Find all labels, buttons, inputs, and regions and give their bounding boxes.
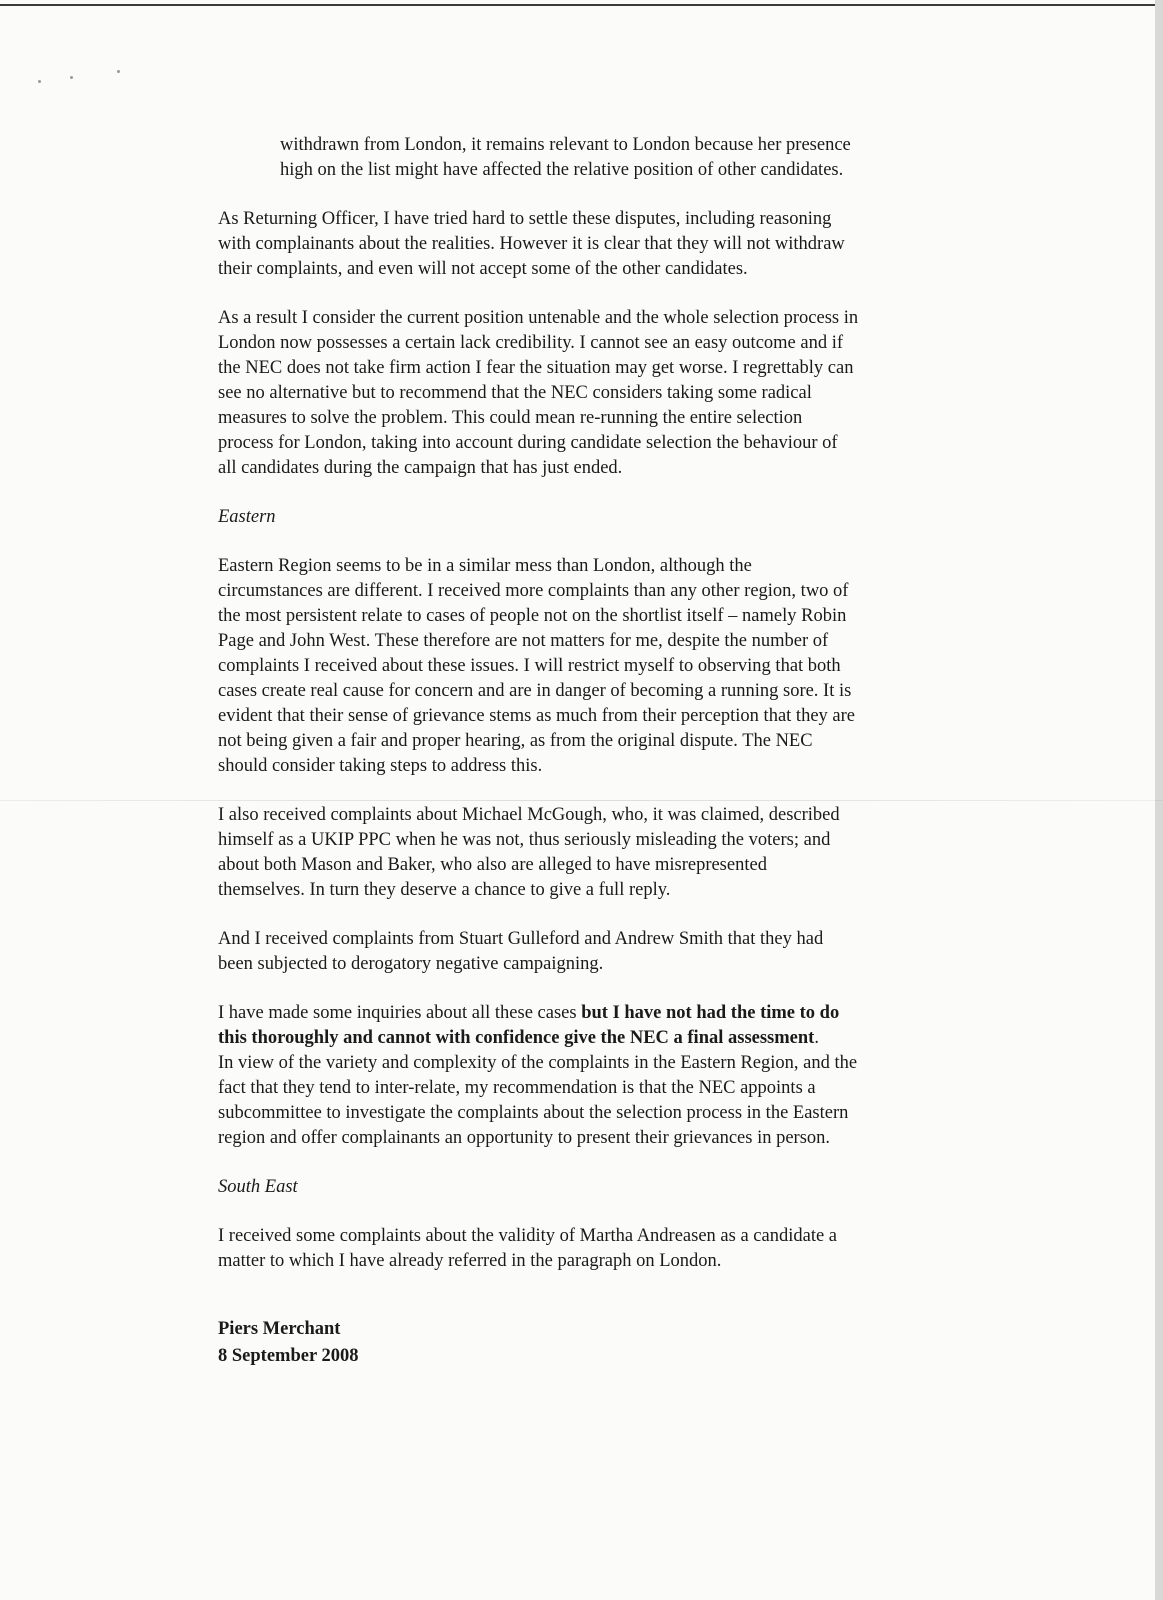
subcommittee-text: . In view of the variety and complexity of the complaints in the Eastern Region, and the fact that they tend to inter-relate, my recommendation is that the NEC appoints a subcommittee to investigate the complaints about the selection process in the Eastern region and offer complainants an opportunity to present their grievances in person. (218, 1028, 858, 1148)
signature-date: 8 September 2008 (218, 1346, 359, 1366)
signature-block (218, 1316, 978, 1370)
paragraph-negative-campaigning: And I received complaints from Stuart Gulleford and Andrew Smith that they had been subjected to derogatory negative campaigning. (218, 929, 824, 974)
inquiries-bold-text: but I have not had the time to do this thoroughly and cannot with confidence give the NEC a final assessment (218, 1003, 840, 1048)
scan-speck (117, 70, 120, 73)
paragraph-returning-officer: As Returning Officer, I have tried hard to settle these disputes, including reasoning with complainants about the realities. However it is clear that they will not withdraw their complaints, and even will not accept some of the other candidates. (218, 209, 845, 279)
paragraph-south-east: I received some complaints about the validity of Martha Andreasen as a candidate a matter to which I have already referred in the paragraph on London. (218, 1226, 838, 1271)
signatory-name: Piers Merchant (218, 1319, 341, 1339)
paragraph-london-withdrawal: withdrawn from London, it remains relevant to London because her presence high on the list might have affected the relative position of other candidates. (280, 135, 851, 180)
scan-speck (70, 76, 73, 79)
paragraph-subcommittee-recommendation (218, 1001, 978, 1151)
inquiries-text: I have made some inquiries about all these cases (218, 1003, 582, 1023)
letter-body (218, 133, 978, 1370)
paragraph-mcgough-complaints: I also received complaints about Michael McGough, who, it was claimed, described himself as a UKIP PPC when he was not, thus seriously misleading the voters; and about both Mason and Baker, who also are alleged to have misrepresented themselves. In turn they deserve a chance to give a full reply. (218, 805, 840, 900)
section-heading-eastern: Eastern (218, 507, 276, 527)
paragraph-eastern-region: Eastern Region seems to be in a similar mess than London, although the circumstances are different. I received more complaints than any other region, two of the most persistent relate to cases of people not on the shortlist itself – namely Robin Page and John West. These therefore are not matters for me, despite the number of complaints I received about these issues. I will restrict myself to observing that both cases create real cause for concern and are in danger of becoming a running sore. It is evident that their sense of grievance stems as much from their perception that they are not being given a fair and proper hearing, as from the original dispute. The NEC should consider taking steps to address this. (218, 556, 855, 776)
section-heading-south-east: South East (218, 1177, 298, 1197)
paragraph-london-recommendation: As a result I consider the current position untenable and the whole selection process in London now possesses a certain lack credibility. I cannot see an easy outcome and if the NEC does not take firm action I fear the situation may get worse. I regrettably can see no alternative but to recommend that the NEC considers taking some radical measures to solve the problem. This could mean re-running the entire selection process for London, taking into account during candidate selection the behaviour of all candidates during the campaign that has just ended. (218, 308, 859, 478)
scan-speck (38, 80, 41, 83)
scan-top-edge (0, 4, 1163, 6)
